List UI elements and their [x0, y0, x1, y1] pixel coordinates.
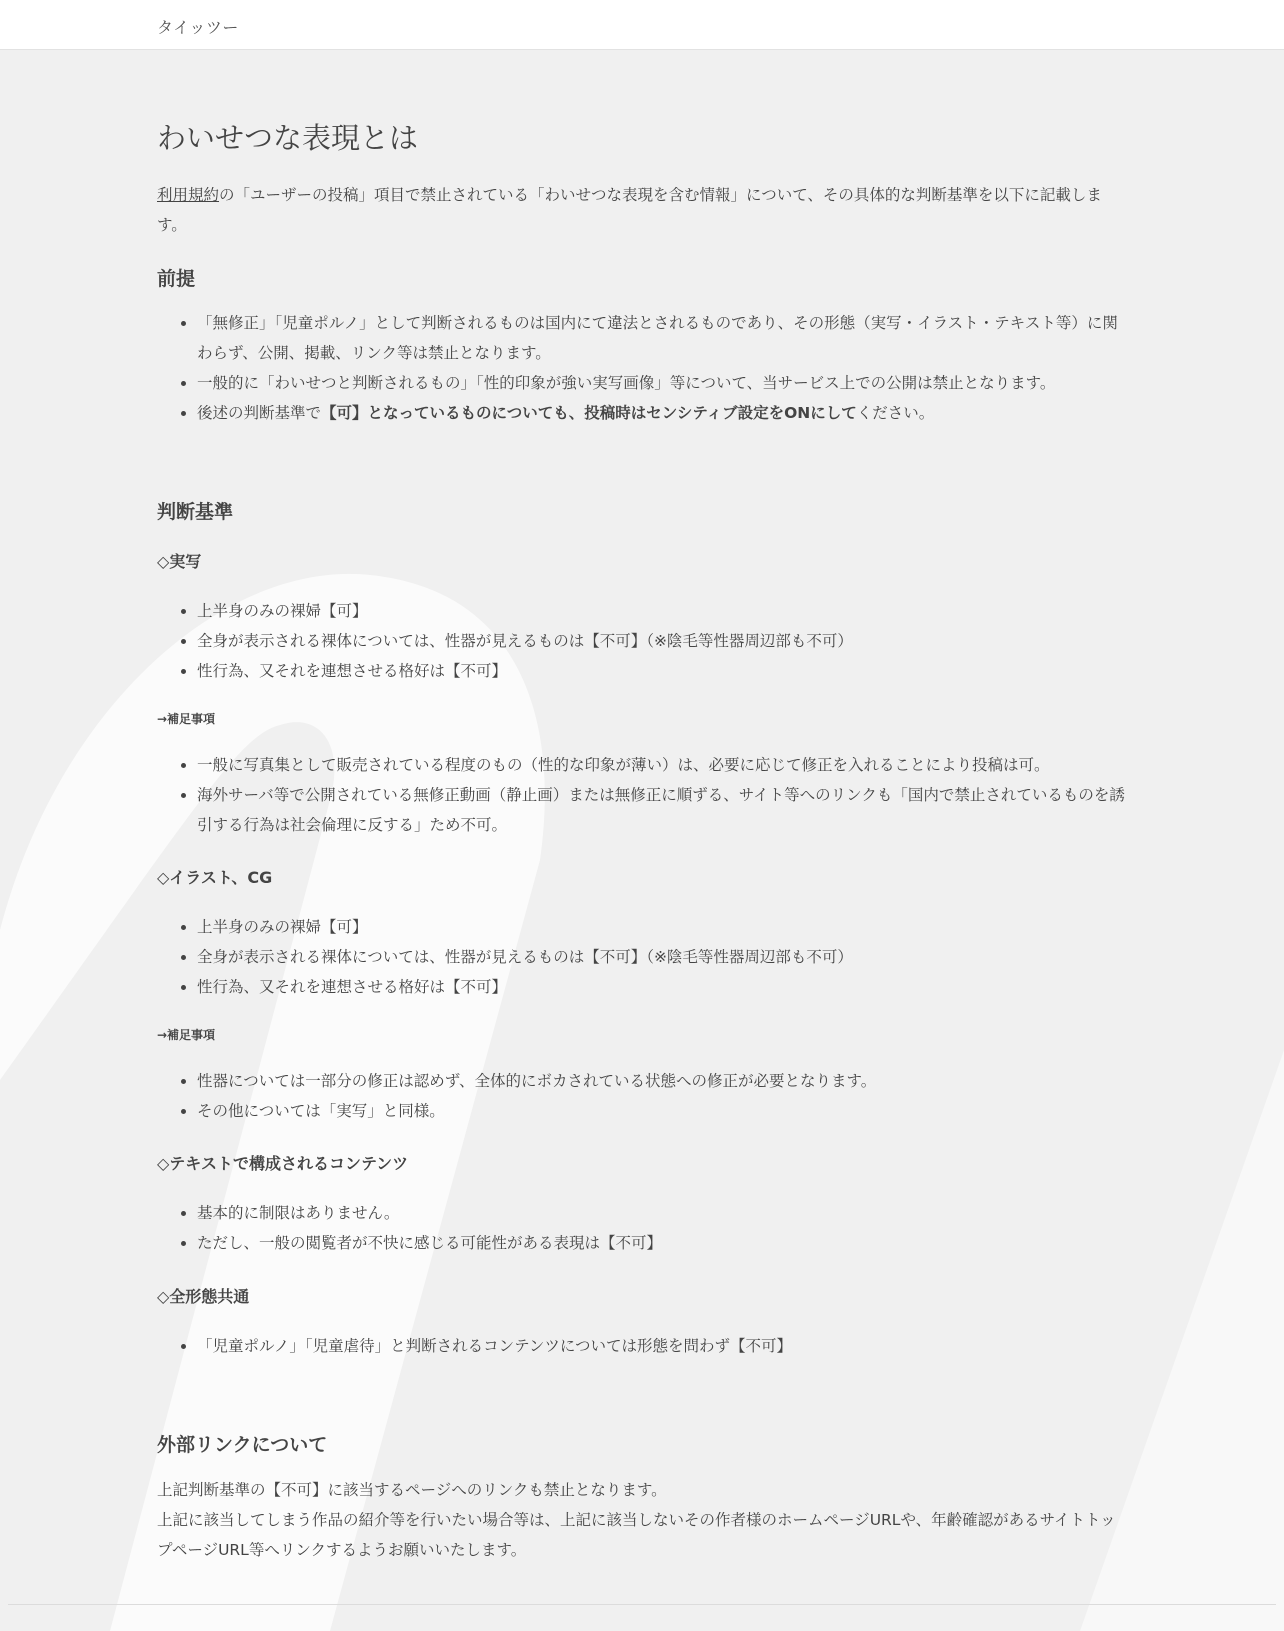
photo-heading: ◇実写: [157, 552, 202, 571]
illust-heading: ◇イラスト、CG: [157, 868, 273, 887]
list-item: • 全身が表示される裸体については、性器が見えるものは【不可】（※陰毛等性器周辺部も不可）: [197, 626, 1127, 656]
illust-list: [157, 912, 1127, 1002]
common-list: [157, 1331, 1127, 1361]
list-item: • 上半身のみの裸婦【可】: [197, 912, 1127, 942]
external-line-1: 上記判断基準の【不可】に該当するページへのリンクも禁止となります。: [157, 1481, 667, 1499]
list-item: • 後述の判断基準で【可】となっているものについても、投稿時はセンシティブ設定をONにしてください。: [197, 398, 1127, 428]
text-content-list: [157, 1198, 1127, 1258]
text-content-heading: ◇テキストで構成されるコンテンツ: [157, 1154, 409, 1173]
list-item: • 一般に写真集として販売されている程度のもの（性的な印象が薄い）は、必要に応じて修正を入れることにより投稿は可。: [197, 750, 1127, 780]
emphasis-text: 【可】となっているものについても、投稿時はセンシティブ設定をONにして: [321, 404, 857, 422]
external-line-2: 上記に該当してしまう作品の紹介等を行いたい場合等は、上記に該当しないその作者様のホームページURLや、年齢確認があるサイトトップページURL等へリンクするようお願いいたします。: [157, 1511, 1116, 1559]
intro-paragraph: [157, 180, 1127, 240]
external-links-heading: 外部リンクについて: [157, 1434, 328, 1456]
criteria-heading: 判断基準: [157, 501, 234, 523]
list-item: • 一般的に「わいせつと判断されるもの」「性的印象が強い実写画像」等について、当サービス上での公開は禁止となります。: [197, 368, 1127, 398]
premise-list: [157, 308, 1127, 428]
list-item: • 全身が表示される裸体については、性器が見えるものは【不可】（※陰毛等性器周辺部も不可）: [197, 942, 1127, 972]
photo-notes-list: [157, 750, 1127, 840]
premise-heading: 前提: [157, 268, 196, 290]
list-item: • 「児童ポルノ」「児童虐待」と判断されるコンテンツについては形態を問わず【不可】: [197, 1331, 1127, 1361]
intro-text: の「ユーザーの投稿」項目で禁止されている「わいせつな表現を含む情報」について、その具体的な判断基準を以下に記載します。: [157, 186, 1102, 234]
terms-link[interactable]: 利用規約: [157, 186, 220, 204]
list-item: • 上半身のみの裸婦【可】: [197, 596, 1127, 626]
list-item: • ただし、一般の閲覧者が不快に感じる可能性がある表現は【不可】: [197, 1228, 1127, 1258]
page-title: わいせつな表現とは: [157, 121, 419, 155]
illust-note-heading: →補足事項: [157, 1028, 216, 1042]
list-item: • 性行為、又それを連想させる格好は【不可】: [197, 972, 1127, 1002]
photo-list: [157, 596, 1127, 686]
list-item: • 性器については一部分の修正は認めず、全体的にボカされている状態への修正が必要となります。: [197, 1066, 1127, 1096]
footer-divider: [8, 1604, 1276, 1605]
photo-note-heading: →補足事項: [157, 712, 216, 726]
top-navbar: [0, 0, 1284, 50]
illust-notes-list: [157, 1066, 1127, 1126]
list-item: • 海外サーバ等で公開されている無修正動画（静止画）または無修正に順ずる、サイト等へのリンクも「国内で禁止されているものを誘引する行為は社会倫理に反する」ため不可。: [197, 780, 1127, 840]
list-item: • 基本的に制限はありません。: [197, 1198, 1127, 1228]
common-heading: ◇全形態共通: [157, 1287, 250, 1306]
list-item: • その他については「実写」と同様。: [197, 1096, 1127, 1126]
list-item: • 「無修正」「児童ポルノ」として判断されるものは国内にて違法とされるものであり、その形態（実写・イラスト・テキスト等）に関わらず、公開、掲載、リンク等は禁止となります。: [197, 308, 1127, 368]
brand-link[interactable]: タイッツー: [157, 18, 239, 37]
list-item: • 性行為、又それを連想させる格好は【不可】: [197, 656, 1127, 686]
